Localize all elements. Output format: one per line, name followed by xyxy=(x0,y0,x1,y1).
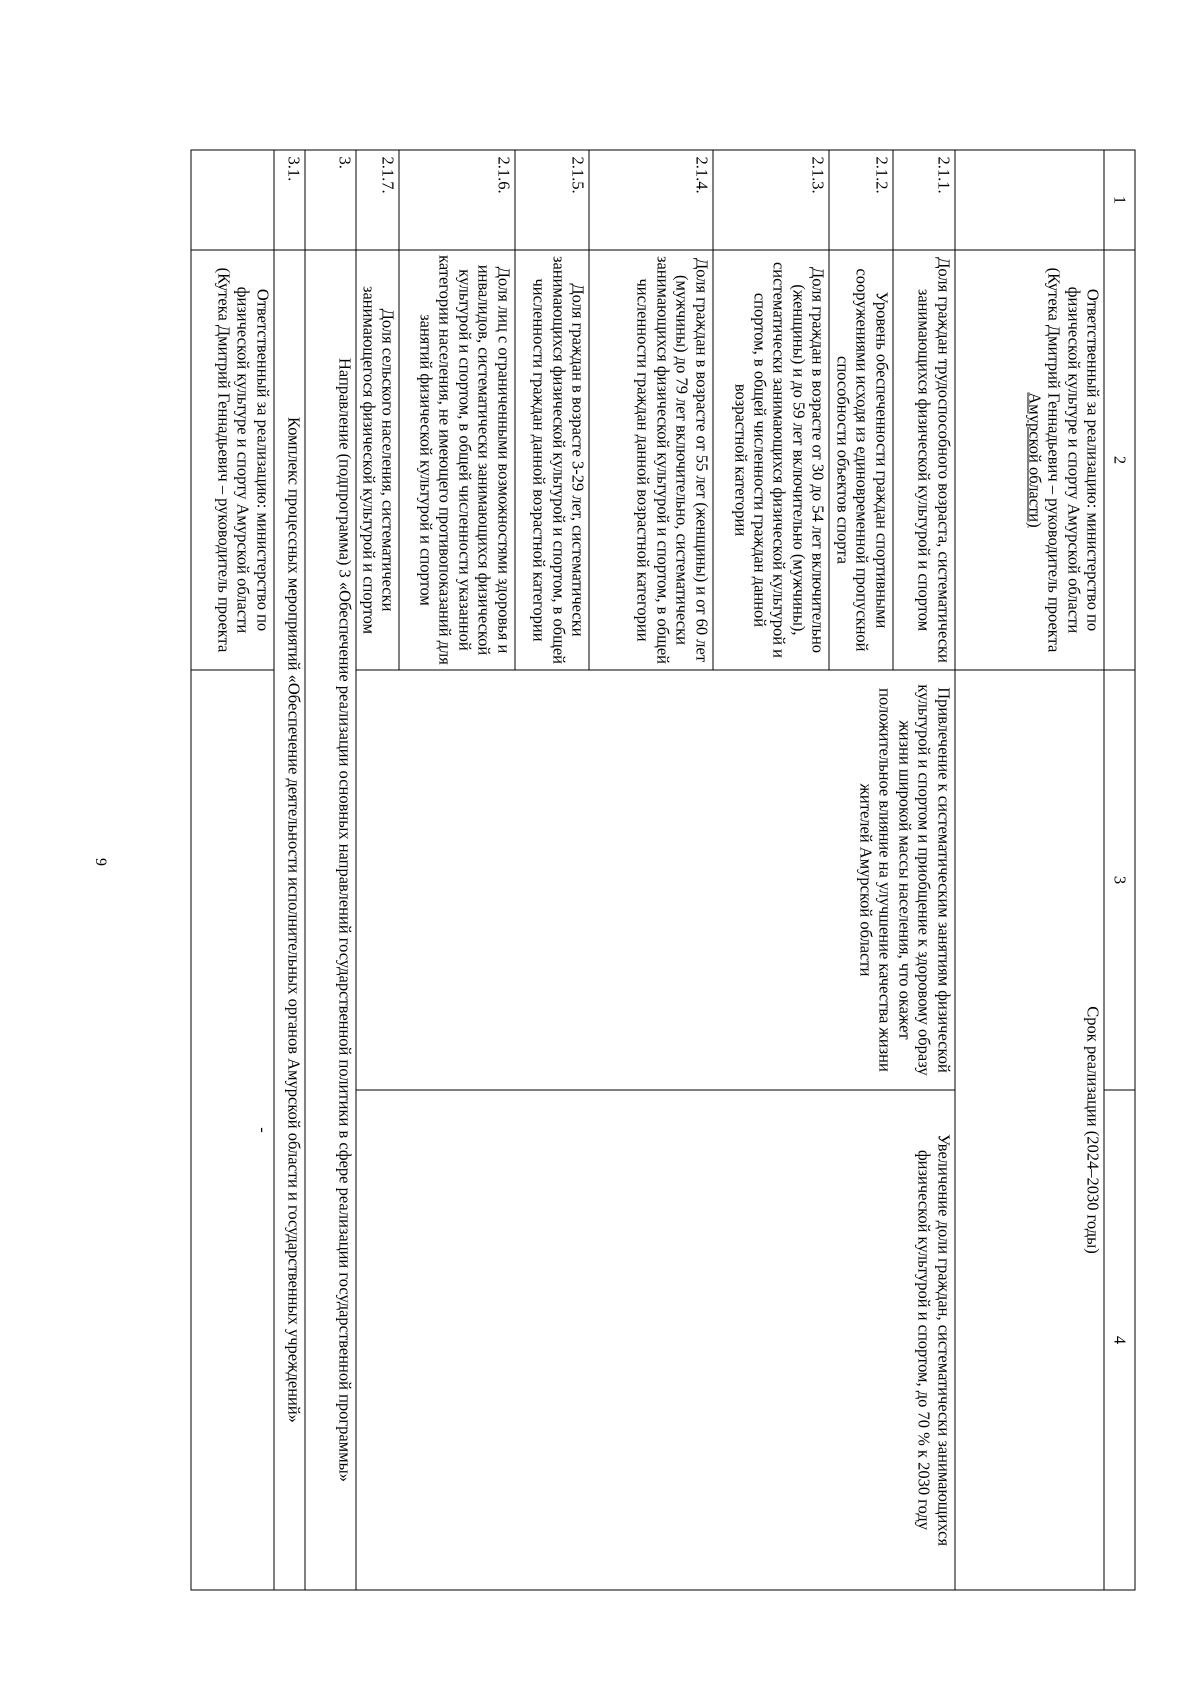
program-table xyxy=(191,150,1136,1591)
header-col-2: 2 xyxy=(1104,250,1135,670)
indicator-text: Доля лиц с ограниченными возможностями здоровья и инвалидов, систематически занимающихся физической культурой и спортом, в общей численности указанной категории населения, не имеющего противопоказаний для занятий физической культурой и спортом xyxy=(399,250,514,670)
task-cell: Привлечение к систематическим занятиям физической культурой и спортом и приобщение к здоровому образу жизни широкой массы населения, что окажет положительное влияние на улучшение качества жизни жителей Амурской области xyxy=(356,670,954,1090)
indicator-text: Уровень обеспеченности граждан спортивными сооружениями исходя из единовременной пропускной способности объектов спорта xyxy=(829,250,892,670)
responsible-line-3: (Кутека Дмитрий Геннадьевич – руководитель проекта xyxy=(214,267,234,653)
responsible-line-4: Амурской области) xyxy=(1025,392,1045,528)
row-number: 2.1.1. xyxy=(893,150,955,250)
section-3-1-title: Комплекс процессных мероприятий «Обеспечение деятельности исполнительных органов Амурской области и государственных учреждений» xyxy=(274,250,305,1590)
header-col-3: 3 xyxy=(1104,670,1135,1090)
row-number: 3. xyxy=(305,150,357,250)
indicator-text: Доля сельского населения, систематически занимающегося физической культурой и спортом xyxy=(356,250,399,670)
responsible-line-2: физической культуре и спорту Амурской области xyxy=(1064,286,1084,634)
indicator-text: Доля граждан в возрасте от 55 лет (женщины) и от 60 лет (мужчины) до 79 лет включительно, систематически занимающихся физической культурой и спортом, в общей численности граждан данной возрастной категории xyxy=(589,250,713,670)
row-number: 3.1. xyxy=(274,150,305,250)
row-number: 2.1.2. xyxy=(829,150,892,250)
empty-num-cell xyxy=(191,150,274,250)
responsible-cell xyxy=(955,250,1105,670)
empty-num-cell xyxy=(955,150,1105,250)
header-col-4: 4 xyxy=(1104,1090,1135,1590)
indicator-text: Доля граждан в возрасте от 30 до 54 лет включительно (женщины) и до 59 лет включительно (мужчины), систематически занимающихся физической культурой и спортом, в общей численности граждан данной возрастной категории xyxy=(713,250,830,670)
row-number: 2.1.7. xyxy=(356,150,399,250)
page-number: 9 xyxy=(92,858,109,866)
period-cell: Срок реализации (2024–2030 годы) xyxy=(955,670,1105,1590)
section-row-3-1 xyxy=(274,150,305,1590)
indicator-text: Доля граждан трудоспособного возраста, систематически занимающихся физической культурой и спортом xyxy=(893,250,955,670)
header-row xyxy=(1104,150,1135,1590)
responsible-cell xyxy=(191,250,274,670)
header-col-1: 1 xyxy=(1104,150,1135,250)
row-number: 2.1.3. xyxy=(713,150,830,250)
responsible-row-2 xyxy=(191,150,274,1590)
responsible-row-1 xyxy=(955,150,1105,1590)
row-number: 2.1.6. xyxy=(399,150,514,250)
row-number: 2.1.4. xyxy=(589,150,713,250)
period-cell-dash: - xyxy=(191,670,274,1590)
row-number: 2.1.5. xyxy=(515,150,589,250)
responsible-line-1: Ответственный за реализацию: министерство по xyxy=(1083,288,1103,632)
responsible-line-1: Ответственный за реализацию: министерство по xyxy=(253,288,273,632)
program-table-wrapper xyxy=(191,150,1136,1590)
table-row xyxy=(893,150,955,1590)
indicator-text: Доля граждан в возрасте 3-29 лет, систематически занимающихся физической культурой и спортом, в общей численности граждан данной возрастной категории xyxy=(515,250,589,670)
effect-cell: Увеличение доли граждан, систематически занимающихся физической культурой и спортом, до 70 % к 2030 году xyxy=(356,1090,954,1590)
responsible-line-3: (Кутека Дмитрий Геннадьевич – руководитель проекта xyxy=(1044,267,1064,653)
section-3-title: Направление (подпрограмма) 3 «Обеспечение реализации основных направлений государственной политики в сфере реализации государственной программы» xyxy=(305,250,357,1590)
responsible-line-2: физической культуре и спорту Амурской области xyxy=(233,286,253,634)
section-row-3 xyxy=(305,150,357,1590)
